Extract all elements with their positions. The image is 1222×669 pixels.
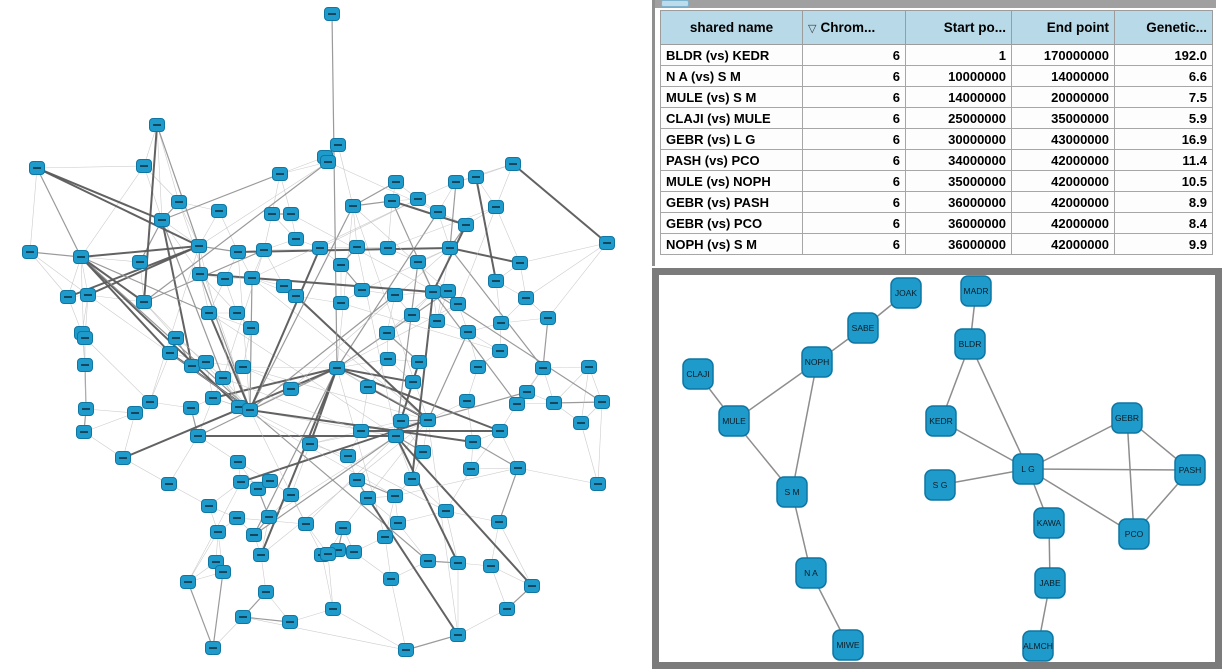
network-node[interactable] [520,386,535,399]
table-cell[interactable]: 10.5 [1115,171,1213,192]
network-node[interactable] [443,242,458,255]
network-node[interactable] [245,272,260,285]
network-node[interactable] [547,397,562,410]
network-node[interactable] [541,312,556,325]
graph-node-label: BLDR [958,339,982,349]
network-node[interactable] [451,298,466,311]
graph-node-kawa[interactable] [1034,508,1064,538]
network-node[interactable] [394,415,409,428]
network-node[interactable] [169,332,184,345]
network-node[interactable] [331,139,346,152]
network-node[interactable] [128,407,143,420]
graph-node-label: PASH [1178,465,1202,475]
table-cell[interactable]: 6 [803,234,906,255]
network-node[interactable] [202,307,217,320]
table-cell[interactable]: 30000000 [906,129,1012,150]
network-node[interactable] [350,241,365,254]
table-row[interactable] [661,150,1213,171]
network-node[interactable] [218,273,233,286]
network-node[interactable] [439,505,454,518]
graph-node-miwe[interactable] [833,630,863,660]
network-node[interactable] [464,463,479,476]
table-cell[interactable]: 42000000 [1012,234,1115,255]
network-node[interactable] [493,425,508,438]
table-cell[interactable]: 1 [906,45,1012,66]
network-node[interactable] [236,611,251,624]
graph-node-label: JABE [1039,578,1061,588]
table-cell[interactable]: 6 [803,192,906,213]
column-header-3[interactable]: End point [1012,11,1115,45]
network-node[interactable] [449,176,464,189]
network-node[interactable] [380,327,395,340]
network-node[interactable] [184,402,199,415]
network-node[interactable] [243,404,258,417]
network-node[interactable] [336,522,351,535]
network-node[interactable] [231,456,246,469]
network-node[interactable] [284,383,299,396]
network-node[interactable] [506,158,521,171]
table-cell[interactable]: GEBR (vs) L G [661,129,803,150]
table-cell[interactable]: CLAJI (vs) MULE [661,108,803,129]
network-node[interactable] [326,603,341,616]
table-cell[interactable]: 42000000 [1012,150,1115,171]
network-node[interactable] [263,475,278,488]
network-node[interactable] [399,644,414,657]
network-node[interactable] [30,162,45,175]
network-node[interactable] [411,256,426,269]
network-node[interactable] [582,361,597,374]
network-node[interactable] [511,462,526,475]
table-cell[interactable]: 7.5 [1115,87,1213,108]
table-cell[interactable]: 34000000 [906,150,1012,171]
table-cell[interactable]: PASH (vs) PCO [661,150,803,171]
graph-node-bldr[interactable] [955,329,985,359]
table-cell[interactable]: 6 [803,150,906,171]
network-node[interactable] [430,315,445,328]
network-node[interactable] [466,436,481,449]
network-node[interactable] [230,307,245,320]
table-cell[interactable]: 6 [803,171,906,192]
network-node[interactable] [137,296,152,309]
network-node[interactable] [23,246,38,259]
graph-node-label: MULE [722,416,746,426]
network-node[interactable] [162,478,177,491]
network-node[interactable] [421,555,436,568]
network-node[interactable] [334,259,349,272]
column-header-0[interactable]: shared name [661,11,803,45]
table-row[interactable] [661,66,1213,87]
graph-node-label: GEBR [1114,413,1140,423]
network-node[interactable] [536,362,551,375]
network-node[interactable] [74,251,89,264]
network-node[interactable] [381,353,396,366]
graph-node-label: KEDR [929,416,953,426]
network-node[interactable] [350,474,365,487]
network-node[interactable] [361,492,376,505]
table-cell[interactable]: MULE (vs) NOPH [661,171,803,192]
network-node[interactable] [388,289,403,302]
network-node[interactable] [163,347,178,360]
network-node[interactable] [574,417,589,430]
table-cell[interactable]: NOPH (vs) S M [661,234,803,255]
network-node[interactable] [299,518,314,531]
network-node[interactable] [216,566,231,579]
graph-node-label: PCO [1124,529,1144,539]
network-node[interactable] [354,425,369,438]
network-node[interactable] [289,290,304,303]
network-node[interactable] [385,195,400,208]
network-node[interactable] [231,246,246,259]
graph-node-label: S M [784,487,800,497]
graph-node-label: CLAJI [686,369,710,379]
network-node[interactable] [426,286,441,299]
table-cell[interactable]: 36000000 [906,213,1012,234]
table-cell[interactable]: 6 [803,108,906,129]
table-cell[interactable]: 192.0 [1115,45,1213,66]
network-node[interactable] [81,289,96,302]
graph-node-madr[interactable] [961,276,991,306]
network-node[interactable] [461,326,476,339]
network-node[interactable] [321,156,336,169]
network-node[interactable] [325,8,340,21]
network-node[interactable] [234,476,249,489]
table-body [661,45,1213,255]
network-node[interactable] [143,396,158,409]
graph-node-s-m[interactable] [777,477,807,507]
network-node[interactable] [330,362,345,375]
graph-node-label: L G [1021,464,1035,474]
network-node[interactable] [321,548,336,561]
table-row[interactable] [661,192,1213,213]
graph-node-almch[interactable] [1023,631,1053,661]
graph-node-s-g[interactable] [925,470,955,500]
network-node[interactable] [284,208,299,221]
network-node[interactable] [389,176,404,189]
network-node[interactable] [244,322,259,335]
network-node[interactable] [202,500,217,513]
table-cell[interactable]: 8.9 [1115,192,1213,213]
detail-network-nodes [683,276,1205,661]
network-node[interactable] [116,452,131,465]
table-cell[interactable]: N A (vs) S M [661,66,803,87]
network-node[interactable] [206,642,221,655]
network-node[interactable] [384,573,399,586]
network-node[interactable] [525,580,540,593]
network-node[interactable] [78,359,93,372]
network-node[interactable] [191,430,206,443]
network-node[interactable] [77,426,92,439]
network-node[interactable] [355,284,370,297]
network-node[interactable] [347,546,362,559]
network-node[interactable] [469,171,484,184]
network-node[interactable] [381,242,396,255]
graph-node-pco[interactable] [1119,519,1149,549]
graph-node-n-a[interactable] [796,558,826,588]
graph-node-label: S G [932,480,948,490]
network-node[interactable] [61,291,76,304]
sort-filter-icon[interactable]: ▽ [808,23,817,35]
network-node[interactable] [284,489,299,502]
network-node[interactable] [484,560,499,573]
network-node[interactable] [341,450,356,463]
network-node[interactable] [313,242,328,255]
table-cell[interactable]: 8.4 [1115,213,1213,234]
network-node[interactable] [193,268,208,281]
table-cell[interactable]: 6.6 [1115,66,1213,87]
graph-node-kedr[interactable] [926,406,956,436]
graph-node-label: NOPH [804,357,830,367]
network-node[interactable] [185,360,200,373]
table-cell[interactable]: 11.4 [1115,150,1213,171]
table-cell[interactable]: 42000000 [1012,213,1115,234]
network-node[interactable] [492,516,507,529]
network-node[interactable] [416,446,431,459]
graph-node-label: ALMCH [1023,641,1053,651]
graph-node-label: JOAK [894,288,918,298]
graph-node-jabe[interactable] [1035,568,1065,598]
table-cell[interactable]: 9.9 [1115,234,1213,255]
graph-node-noph[interactable] [802,347,832,377]
network-node[interactable] [265,208,280,221]
column-header-2[interactable]: Start po... [906,11,1012,45]
network-node[interactable] [137,160,152,173]
network-node[interactable] [441,285,456,298]
graph-node-label: N A [804,568,818,578]
network-node[interactable] [192,240,207,253]
network-node[interactable] [289,233,304,246]
attribute-table-panel [652,0,1222,266]
network-node[interactable] [378,531,393,544]
detail-network-canvas[interactable] [659,275,1215,662]
network-node[interactable] [133,256,148,269]
network-node[interactable] [460,395,475,408]
table-row[interactable] [661,108,1213,129]
network-node[interactable] [489,275,504,288]
network-node[interactable] [405,473,420,486]
graph-node-claji[interactable] [683,359,713,389]
graph-node-sabe[interactable] [848,313,878,343]
table-cell[interactable]: BLDR (vs) KEDR [661,45,803,66]
table-header [661,11,1213,45]
edge-attribute-table [660,10,1213,255]
table-cell[interactable]: 43000000 [1012,129,1115,150]
table-cell[interactable]: 6 [803,45,906,66]
table-row[interactable] [661,87,1213,108]
column-header-1[interactable]: ▽ Chrom... [803,11,906,45]
network-node[interactable] [513,257,528,270]
network-node[interactable] [262,511,277,524]
table-cell[interactable]: 16.9 [1115,129,1213,150]
network-node[interactable] [600,237,615,250]
table-row[interactable] [661,45,1213,66]
network-node[interactable] [283,616,298,629]
graph-node-label: KAWA [1036,518,1062,528]
table-scroll-thumb[interactable] [661,0,689,7]
network-node[interactable] [303,438,318,451]
network-node[interactable] [155,214,170,227]
table-cell[interactable]: 6 [803,87,906,108]
network-node[interactable] [431,206,446,219]
table-header-row [661,11,1213,45]
table-row[interactable] [661,171,1213,192]
network-node[interactable] [199,356,214,369]
table-cell[interactable]: 6 [803,129,906,150]
table-cell[interactable]: 25000000 [906,108,1012,129]
table-cell[interactable]: 10000000 [906,66,1012,87]
network-node[interactable] [595,396,610,409]
network-node[interactable] [236,361,251,374]
table-top-scroll-strip[interactable] [655,0,1216,8]
table-cell[interactable]: 36000000 [906,234,1012,255]
network-node[interactable] [247,529,262,542]
table-cell[interactable]: 6 [803,213,906,234]
network-node[interactable] [459,219,474,232]
table-cell[interactable]: 14000000 [906,87,1012,108]
network-node[interactable] [181,576,196,589]
table-cell[interactable]: 36000000 [906,192,1012,213]
column-header-4[interactable]: Genetic... [1115,11,1213,45]
network-node[interactable] [230,512,245,525]
network-node[interactable] [257,244,272,257]
table-cell[interactable]: 20000000 [1012,87,1115,108]
network-node[interactable] [150,119,165,132]
network-node[interactable] [254,549,269,562]
network-node[interactable] [406,376,421,389]
network-node[interactable] [510,398,525,411]
network-node[interactable] [471,361,486,374]
network-node[interactable] [405,309,420,322]
table-cell[interactable]: MULE (vs) S M [661,87,803,108]
network-node[interactable] [411,193,426,206]
detail-network-panel [652,268,1222,669]
network-node[interactable] [388,490,403,503]
network-node[interactable] [259,586,274,599]
network-node[interactable] [216,372,231,385]
network-node[interactable] [79,403,94,416]
table-row[interactable] [661,213,1213,234]
graph-node-mule[interactable] [719,406,749,436]
table-cell[interactable]: GEBR (vs) PASH [661,192,803,213]
network-node[interactable] [391,517,406,530]
table-cell[interactable]: GEBR (vs) PCO [661,213,803,234]
table-cell[interactable]: 42000000 [1012,171,1115,192]
network-node[interactable] [211,526,226,539]
graph-node-label: MADR [963,286,989,296]
network-node[interactable] [212,205,227,218]
table-cell[interactable]: 42000000 [1012,192,1115,213]
table-cell[interactable]: 35000000 [1012,108,1115,129]
table-row[interactable] [661,129,1213,150]
graph-node-label: MIWE [836,640,860,650]
graph-node-l-g[interactable] [1013,454,1043,484]
graph-node-label: SABE [851,323,875,333]
table-cell[interactable]: 35000000 [906,171,1012,192]
network-node[interactable] [500,603,515,616]
network-node[interactable] [493,345,508,358]
network-node[interactable] [591,478,606,491]
table-row[interactable] [661,234,1213,255]
network-node[interactable] [389,430,404,443]
table-cell[interactable]: 14000000 [1012,66,1115,87]
network-node[interactable] [346,200,361,213]
network-node[interactable] [206,392,221,405]
network-node[interactable] [519,292,534,305]
detail-network-edges [698,291,1190,646]
network-node[interactable] [273,168,288,181]
graph-node-pash[interactable] [1175,455,1205,485]
table-cell[interactable]: 170000000 [1012,45,1115,66]
network-node[interactable] [489,201,504,214]
network-node[interactable] [334,297,349,310]
table-cell[interactable]: 6 [803,66,906,87]
table-cell[interactable]: 5.9 [1115,108,1213,129]
network-node[interactable] [421,414,436,427]
network-node[interactable] [361,381,376,394]
network-node[interactable] [172,196,187,209]
network-node[interactable] [412,356,427,369]
network-node[interactable] [451,629,466,642]
network-node[interactable] [494,317,509,330]
graph-node-joak[interactable] [891,278,921,308]
graph-node-gebr[interactable] [1112,403,1142,433]
network-node[interactable] [78,332,93,345]
network-node[interactable] [451,557,466,570]
